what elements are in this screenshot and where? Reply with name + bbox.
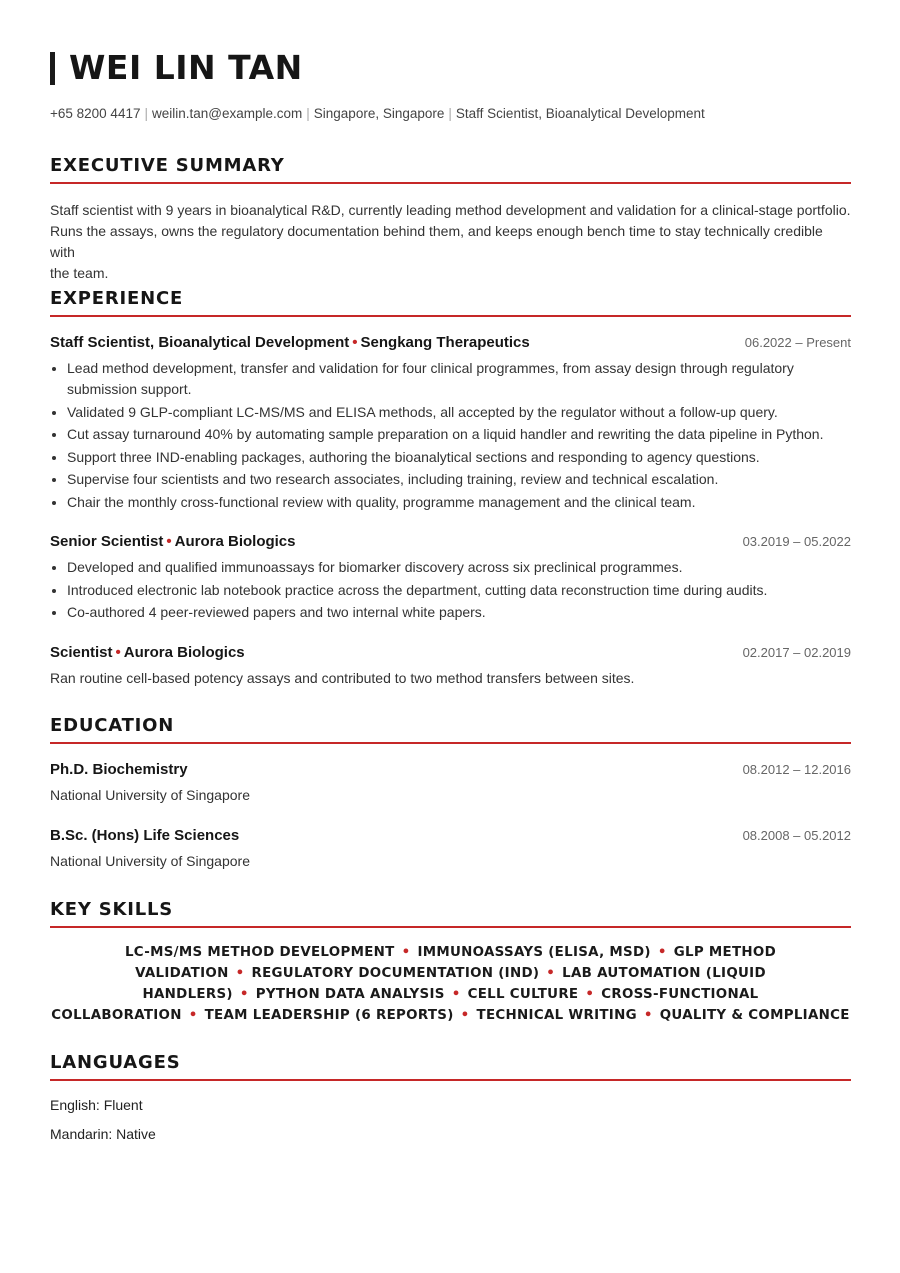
bullet-text: Validated 9 GLP-compliant LC-MS/MS and ELISA methods, all accepted by the regulator without a follow-up query. bbox=[67, 403, 778, 420]
summary-line: Runs the assays, owns the regulatory documentation behind them, and keeps enough bench time to stay technically credible with bbox=[50, 223, 823, 260]
bullet-text: Introduced electronic lab notebook practice across the department, cutting data reconstruction time during audits. bbox=[67, 581, 768, 598]
headline: Staff Scientist, Bioanalytical Development bbox=[455, 106, 705, 121]
job-role: Senior Scientist bbox=[50, 533, 164, 550]
skill-item: CELL CULTURE bbox=[467, 987, 579, 1002]
job-bullets bbox=[50, 557, 851, 625]
skill-item: PYTHON DATA ANALYSIS bbox=[255, 987, 445, 1002]
section-divider bbox=[50, 1079, 851, 1081]
bullet-item bbox=[50, 424, 851, 445]
degree: Ph.D. Biochemistry bbox=[50, 761, 188, 778]
education-dates: 08.2012 – 12.2016 bbox=[742, 762, 851, 777]
job-header bbox=[50, 334, 851, 351]
skills-list bbox=[50, 942, 851, 1026]
summary-line: the team. bbox=[50, 265, 109, 281]
education-header bbox=[50, 761, 851, 778]
language-item: Mandarin: Native bbox=[50, 1126, 156, 1142]
bullet-text: Co-authored 4 peer-reviewed papers and two internal white papers. bbox=[67, 604, 486, 620]
language-item: English: Fluent bbox=[50, 1097, 143, 1113]
contact-separator: | bbox=[306, 106, 310, 121]
section-divider bbox=[50, 742, 851, 744]
skill-item: REGULATORY DOCUMENTATION (IND) bbox=[251, 966, 540, 981]
bullet-text: Lead method development, transfer and validation for four clinical programmes, from assay design through regulatory submission support. bbox=[67, 360, 794, 397]
summary-line: Staff scientist with 9 years in bioanalytical R&D, currently leading method development and validation for a clinical-stage portfolio. bbox=[50, 202, 851, 218]
skill-separator: • bbox=[585, 987, 595, 1002]
bullet-item bbox=[50, 469, 851, 490]
skill-separator: • bbox=[188, 1008, 198, 1023]
job-header bbox=[50, 533, 851, 550]
separator-dot: • bbox=[166, 533, 172, 550]
job-title bbox=[50, 334, 530, 351]
job-role: Staff Scientist, Bioanalytical Development bbox=[50, 334, 350, 351]
institution: National University of Singapore bbox=[50, 787, 250, 803]
skill-separator: • bbox=[546, 966, 556, 981]
job-header bbox=[50, 644, 851, 661]
bullet-item bbox=[50, 447, 851, 468]
degree: B.Sc. (Hons) Life Sciences bbox=[50, 827, 240, 844]
contact-separator: | bbox=[144, 106, 148, 121]
bullet-text: Cut assay turnaround 40% by automating sample preparation on a liquid handler and rewriting the data pipeline in Python. bbox=[67, 426, 824, 442]
job-dates: 06.2022 – Present bbox=[744, 335, 851, 350]
job-company: Sengkang Therapeutics bbox=[360, 334, 530, 351]
section-title-skills: KEY SKILLS bbox=[50, 899, 174, 920]
bullet-text: Chair the monthly cross-functional review with quality, programme management and the clinical team. bbox=[67, 493, 696, 510]
contact-line bbox=[50, 106, 705, 121]
email-link[interactable]: weilin.tan@example.com bbox=[151, 106, 303, 121]
name-header bbox=[50, 48, 303, 87]
skill-separator: • bbox=[460, 1008, 470, 1023]
skill-item: TEAM LEADERSHIP (6 REPORTS) bbox=[204, 1008, 454, 1023]
bullet-item bbox=[50, 402, 851, 423]
section-divider bbox=[50, 315, 851, 317]
institution: National University of Singapore bbox=[50, 853, 250, 869]
section-title-experience: EXPERIENCE bbox=[50, 288, 184, 309]
skill-separator: • bbox=[643, 1008, 653, 1023]
section-title-education: EDUCATION bbox=[50, 715, 175, 736]
section-divider bbox=[50, 182, 851, 184]
separator-dot: • bbox=[352, 334, 358, 351]
skill-separator: • bbox=[239, 987, 249, 1002]
bullet-item bbox=[50, 492, 851, 513]
section-divider bbox=[50, 926, 851, 928]
bullet-item bbox=[50, 557, 851, 578]
job-company: Aurora Biologics bbox=[123, 644, 245, 661]
separator-dot: • bbox=[115, 644, 121, 661]
job-bullets bbox=[50, 358, 851, 514]
bullet-item bbox=[50, 602, 851, 623]
job-company: Aurora Biologics bbox=[174, 533, 296, 550]
bullet-text: Support three IND-enabling packages, authoring the bioanalytical sections and responding to agency questions. bbox=[67, 448, 760, 465]
skill-item: GLP METHOD VALIDATION bbox=[135, 945, 777, 981]
section-title-languages: LANGUAGES bbox=[50, 1052, 181, 1073]
education-header bbox=[50, 827, 851, 844]
bullet-text: Developed and qualified immunoassays for biomarker discovery across six preclinical programmes. bbox=[67, 559, 683, 575]
location: Singapore, Singapore bbox=[313, 106, 445, 121]
job-dates: 02.2017 – 02.2019 bbox=[742, 645, 851, 660]
name-accent-bar bbox=[50, 52, 55, 85]
summary-text bbox=[50, 200, 851, 284]
skill-separator: • bbox=[451, 987, 461, 1002]
job-role: Scientist bbox=[50, 644, 113, 661]
section-title-summary: EXECUTIVE SUMMARY bbox=[50, 155, 285, 176]
bullet-text: Supervise four scientists and two research associates, including training, review and technical escalation. bbox=[67, 471, 719, 487]
skill-separator: • bbox=[657, 945, 667, 960]
job-description: Ran routine cell-based potency assays and contributed to two method transfers between sites. bbox=[50, 670, 635, 686]
skill-separator: • bbox=[401, 945, 411, 960]
skill-item: LC-MS/MS METHOD DEVELOPMENT bbox=[124, 945, 395, 960]
skill-item: IMMUNOASSAYS (ELISA, MSD) bbox=[417, 945, 651, 960]
education-dates: 08.2008 – 05.2012 bbox=[742, 828, 851, 843]
skill-item: CROSS-FUNCTIONAL COLLABORATION bbox=[51, 987, 759, 1023]
bullet-item bbox=[50, 580, 851, 601]
contact-separator: | bbox=[448, 106, 452, 121]
skill-item: QUALITY & COMPLIANCE bbox=[659, 1008, 850, 1023]
phone: +65 8200 4417 bbox=[50, 106, 141, 121]
candidate-name: WEI LIN TAN bbox=[69, 48, 303, 87]
skill-separator: • bbox=[235, 966, 245, 981]
job-title bbox=[50, 644, 245, 661]
skill-item: LAB AUTOMATION (LIQUID HANDLERS) bbox=[142, 966, 766, 1002]
bullet-item bbox=[50, 358, 851, 400]
skill-item: TECHNICAL WRITING bbox=[476, 1008, 637, 1023]
job-dates: 03.2019 – 05.2022 bbox=[742, 534, 851, 549]
job-title bbox=[50, 533, 296, 550]
